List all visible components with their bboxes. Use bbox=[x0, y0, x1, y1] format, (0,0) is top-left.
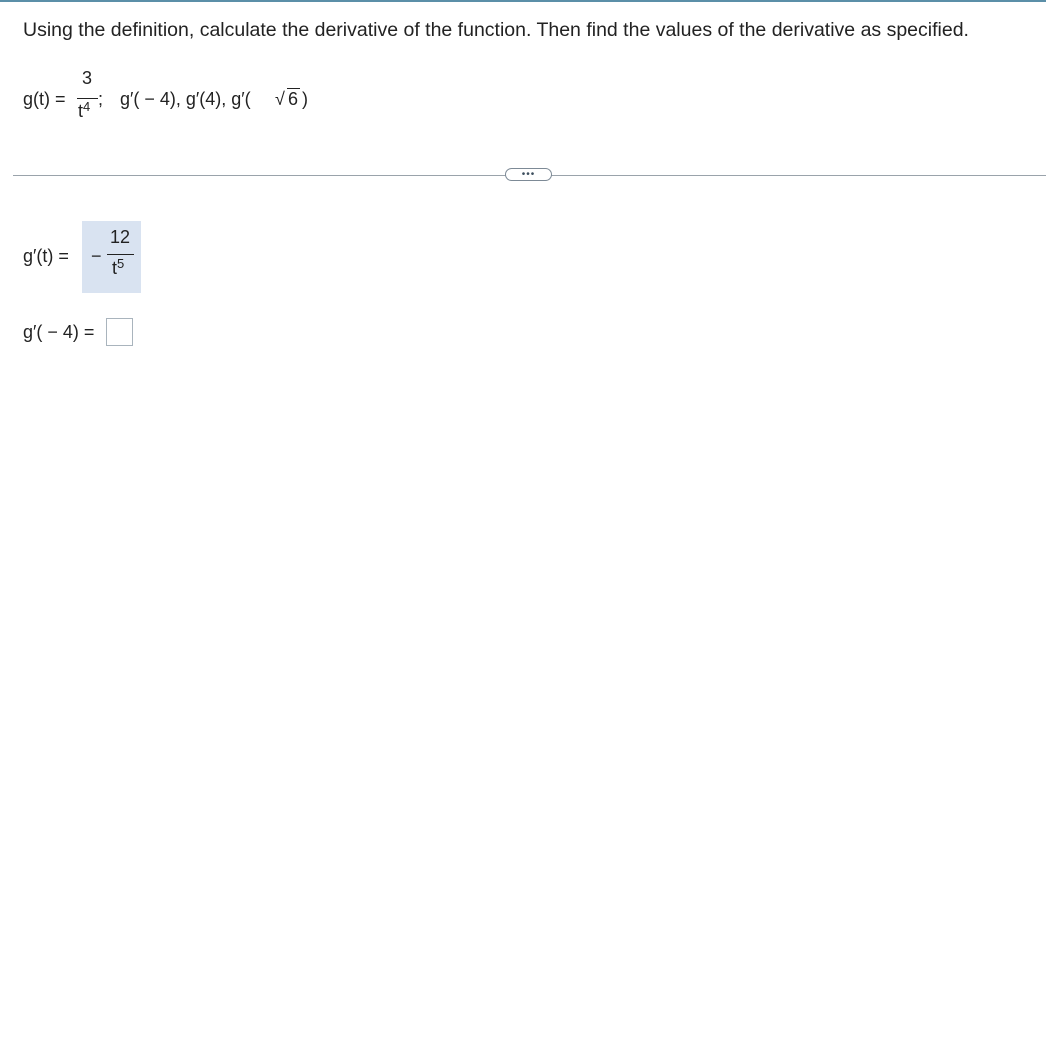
derivative-lhs: g′(t) = bbox=[23, 246, 69, 266]
sqrt-symbol: √ bbox=[275, 89, 285, 109]
function-numerator: 3 bbox=[82, 68, 93, 88]
top-accent-bar bbox=[0, 0, 1046, 2]
answer-input-box[interactable] bbox=[106, 318, 133, 346]
sqrt-argument: 6 bbox=[288, 89, 299, 109]
evaluation-lhs: g′( − 4) = bbox=[23, 322, 95, 342]
function-lhs: g(t) = bbox=[23, 89, 66, 109]
derivative-sign: − bbox=[91, 246, 102, 266]
derivative-fraction-bar bbox=[107, 254, 134, 255]
derivative-denominator: $t^5$ bbox=[112, 256, 125, 278]
function-denominator: $t^4$ bbox=[78, 99, 91, 121]
evaluation-points: g′( − 4), g′(4), g′( bbox=[120, 89, 251, 109]
close-paren: ) bbox=[302, 89, 308, 109]
derivative-numerator: 12 bbox=[110, 227, 131, 247]
question-instruction: Using the definition, calculate the derivative of the function. Then find the values of the derivative as specified. bbox=[23, 19, 969, 41]
expand-button[interactable]: ••• bbox=[505, 168, 552, 181]
function-separator: ; bbox=[98, 89, 104, 109]
